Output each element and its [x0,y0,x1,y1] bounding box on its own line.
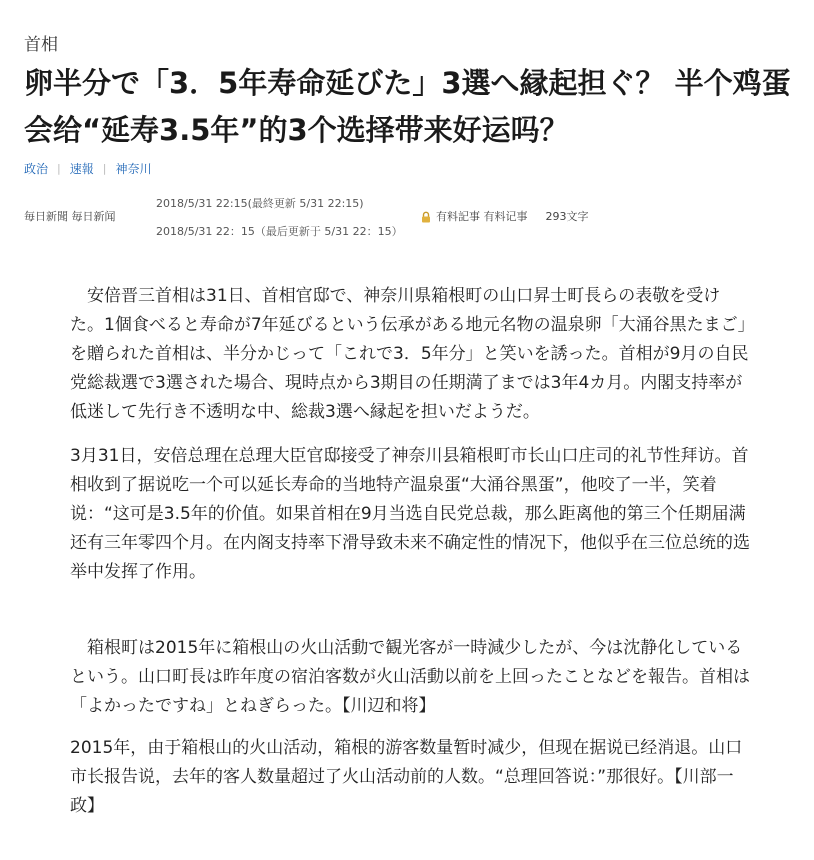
publish-dates [156,190,403,246]
tag-kanagawa[interactable]: 神奈川 [115,162,152,176]
lock-icon [420,211,432,223]
tag-politics[interactable]: 政治 [24,162,49,176]
tag-divider: | [57,162,61,175]
char-count: 293文字 [545,210,589,223]
article-status [420,208,589,224]
source-name: 毎日新聞 毎日新闻 [24,210,116,223]
paragraph-ja-1: 安倍晋三首相は31日、首相官邸で、神奈川県箱根町の山口昇士町長らの表敬を受けた。1個食べると寿命が7年延びるという伝承がある地元名物の温泉卵「大涌谷黒たまご」を贈られた首相は、半分かじって「これで3．5年分」と笑いを誘った。首相が9月の自民党総裁選で3選された場合、現時点から3期目の任期満了までは3年4カ月。内閣支持率が低迷して先行き不透明な中、総裁3選へ縁起を担いだようだ。 [70,286,749,422]
tag-list [24,160,151,177]
category-label[interactable]: 首相 [24,35,58,55]
publish-date-translated: 2018/5/31 22：15（最后更新于 5/31 22：15） [156,225,403,238]
article-headline: 卵半分で「3．5年寿命延びた」3選へ縁起担ぐ？ 半个鸡蛋会给“延寿3.5年”的3个选择带来好运吗？ [24,66,791,147]
publish-date-original: 2018/5/31 22:15(最終更新 5/31 22:15) [156,197,364,210]
tag-breaking[interactable]: 速報 [69,162,94,176]
paragraph-zh-1: 3月31日，安倍总理在总理大臣官邸接受了神奈川县箱根町市长山口庄司的礼节性拜访。首相收到了据说吃一个可以延长寿命的当地特产温泉蛋“大涌谷黑蛋”，他咬了一半，笑着说：“这可是3.5年的价值。如果首相在9月当选自民党总裁，那么距离他的第三个任期届满还有三年零四个月。在内阁支持率下滑导致未来不确定性的情况下，他似乎在三位总统的选举中发挥了作用。 [70,446,750,582]
article-meta [24,186,794,236]
tag-divider: | [102,162,107,175]
paragraph-zh-2: 2015年，由于箱根山的火山活动，箱根的游客数量暂时减少，但现在据说已经消退。山口市长报告说，去年的客人数量超过了火山活动前的人数。“总理回答说：”那很好。【川部一政】 [70,738,743,816]
paid-article-label: 有料記事 有料记事 [436,210,528,223]
paragraph-ja-2: 箱根町は2015年に箱根山の火山活動で観光客が一時減少したが、今は沈静化しているという。山口町長は昨年度の宿泊客数が火山活動以前を上回ったことなどを報告。首相は「よかったですね」とねぎらった。【川辺和将】 [70,638,750,716]
